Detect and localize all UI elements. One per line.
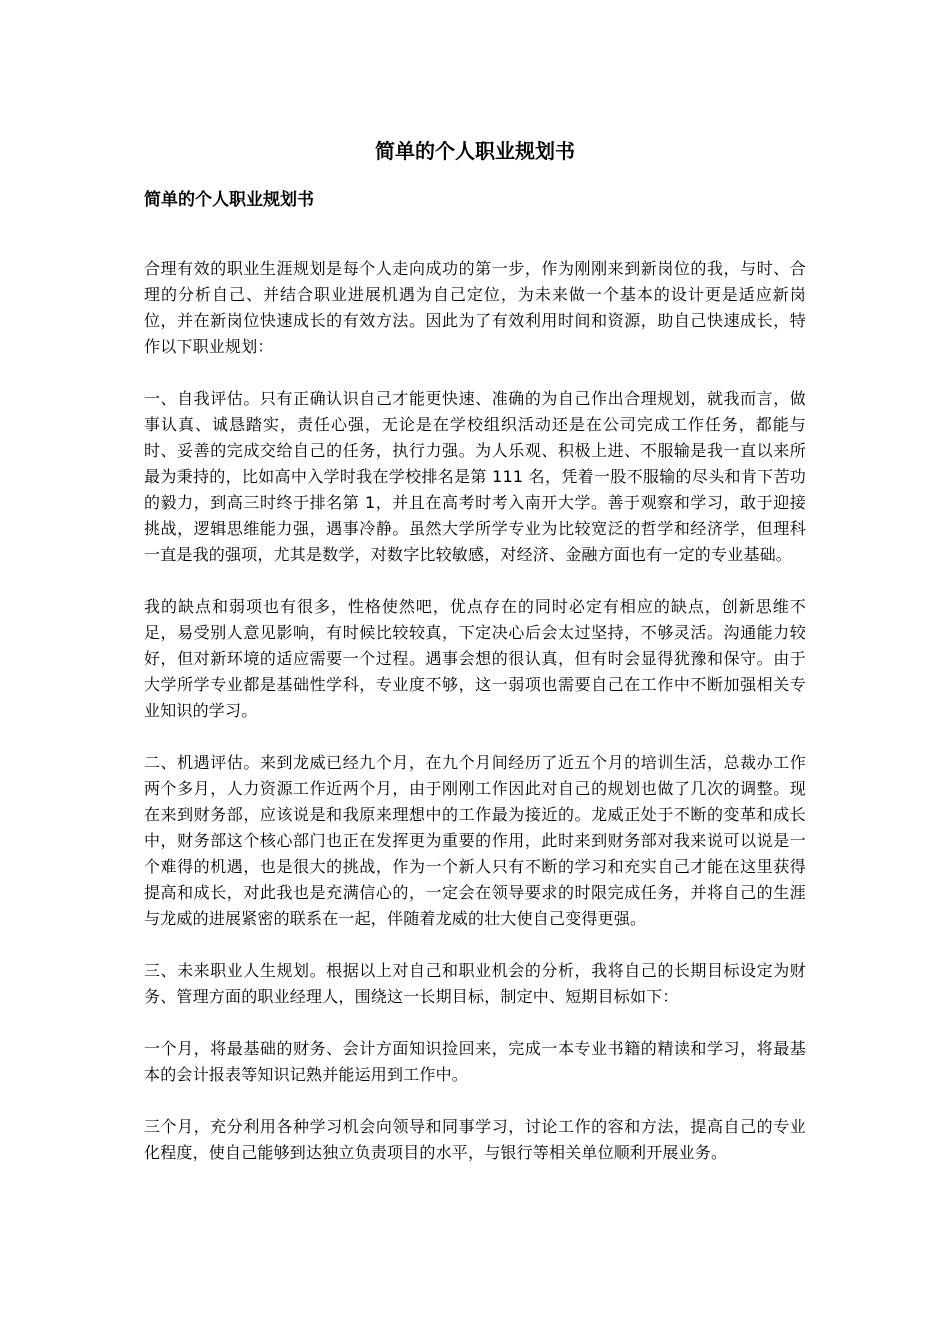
paragraph-self-assessment: 一、自我评估。只有正确认识自己才能更快速、准确的为自己作出合理规划，就我而言，做事认真、诚恳踏实，责任心强，无论是在学校组织活动还是在公司完成工作任务，都能与时、妥善的完成交给自己的任务，执行力强。为人乐观、积极上进、不服输是我一直以来所最为秉持的，比如高中入学时我在学校排名是第 111 名，凭着一股不服输的尽头和肯下苦功的毅力，到高三时终于排名第 1，并且在高考时考入南开大学。善于观察和学习，敢于迎接挑战，逻辑思维能力强，遇事冷静。虽然大学所学专业为比较宽泛的哲学和经济学，但理科一直是我的强项，尤其是数学，对数字比较敏感，对经济、金融方面也有一定的专业基础。 <box>144 389 806 564</box>
paragraph-intro: 合理有效的职业生涯规划是每个人走向成功的第一步，作为刚刚来到新岗位的我，与时、合理的分析自己、并结合职业进展机遇为自己定位，为未来做一个基本的设计更是适应新岗位，并在新岗位快速成长的有效方法。因此为了有效利用时间和资源，助自己快速成长，特作以下职业规划： <box>144 259 806 356</box>
paragraph-three-month-goal: 三个月，充分利用各种学习机会向领导和同事学习，讨论工作的容和方法，提高自己的专业化程度，使自己能够到达独立负责项目的水平，与银行等相关单位顺利开展业务。 <box>144 1117 806 1162</box>
paragraph-opportunity-assessment: 二、机遇评估。来到龙威已经九个月，在九个月间经历了近五个月的培训生活，总裁办工作两个多月，人力资源工作近两个月，由于刚刚工作因此对自己的规划也做了几次的调整。现在来到财务部，应该说是和我原来理想中的工作最为接近的。龙威正处于不断的变革和成长中，财务部这个核心部门也正在发挥更为重要的作用，此时来到财务部对我来说可以说是一个难得的机遇，也是很大的挑战，作为一个新人只有不断的学习和充实自己才能在这里获得提高和成长，对此我也是充满信心的，一定会在领导要求的时限完成任务，并将自己的生涯与龙威的进展紧密的联系在一起，伴随着龙威的壮大使自己变得更强。 <box>144 753 806 928</box>
document-title: 简单的个人职业规划书 <box>375 139 575 163</box>
paragraph-weaknesses: 我的缺点和弱项也有很多，性格使然吧，优点存在的同时必定有相应的缺点，创新思维不足，易受别人意见影响，有时候比较较真，下定决心后会太过坚持，不够灵活。沟通能力较好，但对新环境的适应需要一个过程。遇事会想的很认真，但有时会显得犹豫和保守。由于大学所学专业都是基础性学科，专业度不够，这一弱项也需要自己在工作中不断加强相关专业知识的学习。 <box>144 597 806 720</box>
document-subtitle: 简单的个人职业规划书 <box>144 190 314 210</box>
document-body <box>144 188 806 1192</box>
paragraph-one-month-goal: 一个月，将最基础的财务、会计方面知识捡回来，完成一本专业书籍的精读和学习，将最基本的会计报表等知识记熟并能运用到工作中。 <box>144 1039 806 1084</box>
paragraph-career-plan: 三、未来职业人生规划。根据以上对自己和职业机会的分析，我将自己的长期目标设定为财务、管理方面的职业经理人，围绕这一长期目标，制定中、短期目标如下： <box>144 961 806 1006</box>
